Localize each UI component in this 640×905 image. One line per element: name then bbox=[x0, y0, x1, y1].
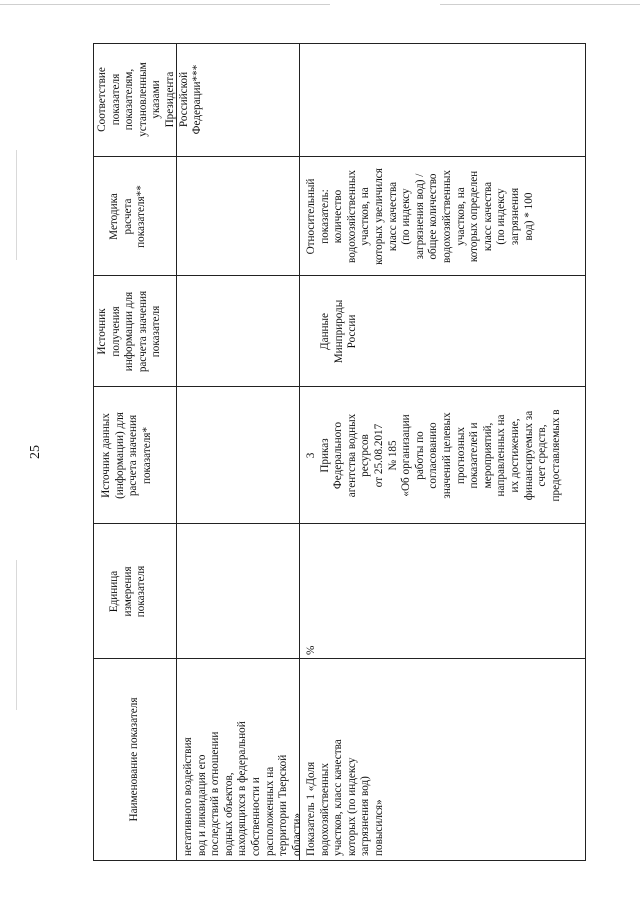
row-2-method: Относительный показатель: количество водохозяйственных участков, на которых увеличился класс качества (по индексу загрязнения вод) / общее количество водохозяйственных участков, на которых определен класс качества (по индексу загрязнения вод) * 100 bbox=[305, 168, 535, 265]
row-2-data-source: 3 Приказ Федерального агентства водных ресурсов от 25.08.2017 № 185 «Об организации работы по согласованию значений целевых прогнозных показателей и мероприятий, направленных на их достижение, финансируемых за счет средств, предоставляемых в bbox=[305, 409, 562, 502]
row-2-unit: % bbox=[305, 645, 317, 655]
row-1-info-source bbox=[176, 276, 299, 387]
row-1-data-source bbox=[176, 387, 299, 524]
header-unit: Единица измерения показателя bbox=[108, 565, 148, 618]
scan-edge-mark bbox=[16, 560, 17, 710]
row-1-method bbox=[176, 157, 299, 276]
header-compliance: Соответствие показателя показателям, установленным указами Президента Российской Федерации*** bbox=[96, 62, 204, 137]
row-1-indicator-name: негативного воздействия вод и ликвидация его последствий в отношении водных объектов, находящихся в федеральной собственности и расположенных на территории Тверской области» bbox=[182, 721, 303, 856]
header-indicator-name: Наименование показателя bbox=[128, 697, 141, 822]
scan-edge-mark bbox=[440, 4, 640, 5]
indicator-table bbox=[93, 43, 586, 861]
scan-edge-mark bbox=[16, 150, 17, 260]
row-2-indicator-name: Показатель 1 «Доля водохозяйственных участков, класс качества которых (по индексу загрязнения вод) повысился» bbox=[305, 739, 385, 856]
scan-edge-mark bbox=[0, 4, 330, 5]
row-1-compliance bbox=[176, 42, 299, 157]
row-1-unit bbox=[176, 524, 299, 659]
page-number: 25 bbox=[28, 445, 43, 459]
rotated-table-frame bbox=[93, 43, 586, 861]
header-data-source: Источник данных (информации) для расчета значения показателя* bbox=[100, 412, 153, 499]
header-method: Методика расчета показателя** bbox=[108, 185, 148, 248]
header-info-source: Источник получения информации для расчета значения показателя bbox=[96, 290, 163, 373]
row-2-info-source: Данные Минприроды России bbox=[319, 299, 359, 364]
row-2-compliance bbox=[299, 42, 587, 157]
